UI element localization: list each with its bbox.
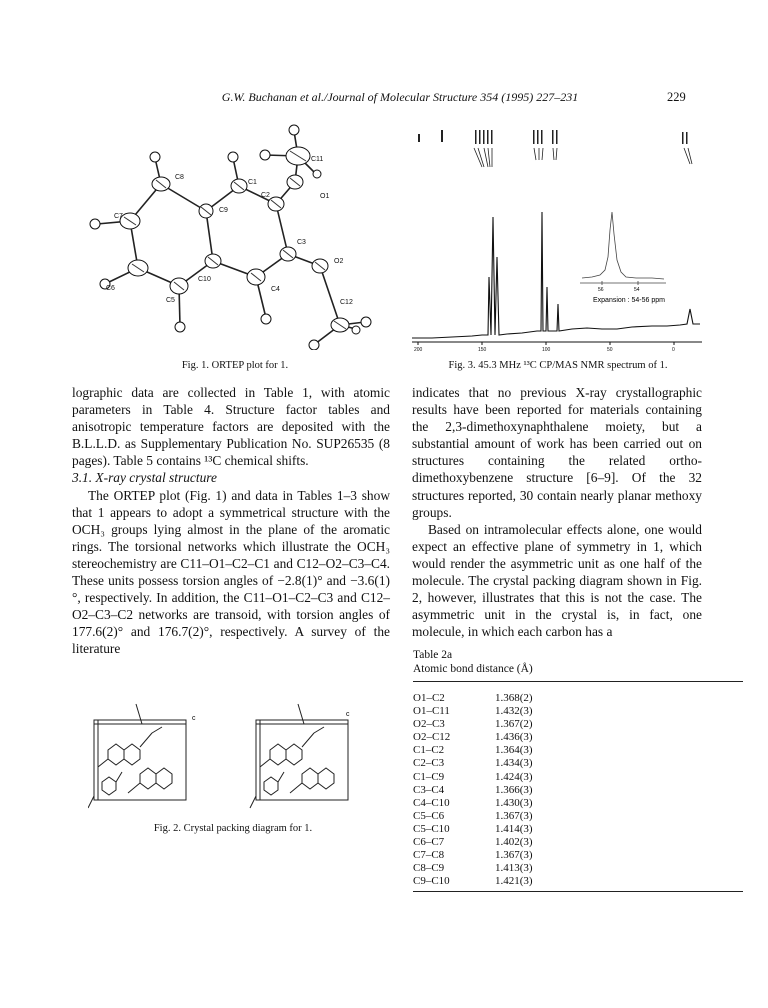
bond-label: C1–C2 bbox=[413, 744, 445, 757]
section-heading: 3.1. X-ray crystal structure bbox=[72, 470, 217, 486]
bond-distance: 1.402(3) bbox=[495, 836, 533, 849]
bond-label: C5–C6 bbox=[413, 809, 445, 822]
atom-label: C2 bbox=[261, 192, 270, 199]
bond-label: O1–C2 bbox=[413, 692, 445, 704]
table-row bbox=[413, 744, 743, 757]
table-row bbox=[413, 705, 743, 718]
bond-distance: 1.366(3) bbox=[495, 783, 533, 796]
atom-label: C5 bbox=[166, 297, 175, 304]
paragraph: Based on intramolecular effects alone, one would expect an effective plane of symmetry in 1, which would render the asymmetric unit as one half of the molecule. The crystal packing diagram shown in Fig. 2, however, illustrates that this is not the case. The asymmetric unit in the crystal is, in fact, one molecule, in which each carbon has a bbox=[412, 521, 702, 640]
atom-label: C8 bbox=[175, 174, 184, 181]
spectrum-trace bbox=[412, 212, 700, 338]
table-row bbox=[413, 810, 743, 823]
table-row bbox=[413, 757, 743, 770]
nmr-spectrum-drawing bbox=[412, 112, 704, 352]
table-row bbox=[413, 718, 743, 731]
table-row bbox=[413, 836, 743, 849]
figure-1-ortep bbox=[75, 118, 395, 350]
table-2a bbox=[413, 648, 743, 892]
bond-distance: 1.367(3) bbox=[495, 809, 533, 822]
bond-label: C1–C9 bbox=[413, 770, 445, 783]
bond-distance: 1.434(3) bbox=[495, 757, 533, 770]
axis-tick-label: 100 bbox=[542, 347, 551, 352]
axis-tick-label: 0 bbox=[672, 347, 675, 352]
table-title: Table 2a bbox=[413, 649, 453, 661]
bond-distance: 1.368(2) bbox=[495, 692, 533, 704]
figure-1-caption: Fig. 1. ORTEP plot for 1. bbox=[181, 360, 289, 371]
paragraph: lographic data are collected in Table 1, with atomic parameters in Table 4. Structure factor tables and anisotropic temperature factors are deposited with the B.L.L.D. as Supplementary Publication No. SUP26535 (8 pages). Table 5 contains ¹³C chemical shifts. bbox=[72, 385, 390, 469]
atom-label: C11 bbox=[311, 156, 324, 163]
table-row bbox=[413, 797, 743, 810]
bond-label: C9–C10 bbox=[413, 875, 450, 888]
axis-tick-label: 200 bbox=[414, 347, 423, 352]
table-row bbox=[413, 862, 743, 875]
atom-label: C9 bbox=[219, 207, 228, 214]
bond-label: C8–C9 bbox=[413, 862, 445, 875]
table-row bbox=[413, 849, 743, 862]
atom-label: O1 bbox=[320, 193, 330, 200]
packing-drawing bbox=[88, 702, 378, 812]
table-row bbox=[413, 731, 743, 744]
figure-3-nmr-spectrum bbox=[412, 112, 704, 352]
bond-distance: 1.414(3) bbox=[495, 822, 533, 835]
running-title: G.W. Buchanan et al./Journal of Molecular Structure 354 (1995) 227–231 bbox=[221, 90, 579, 104]
bond-distance: 1.436(3) bbox=[495, 731, 533, 744]
paragraph: The ORTEP plot (Fig. 1) and data in Tables 1–3 show that 1 appears to adopt a symmetrical structure with the OCH₃ groups lying almost in the plane of the aromatic rings. The torsional networks which illustrate the OCH₃ stereochemistry are C11–O1–C2–C1 and C12–O2–C3–C4. These units possess torsion angles of −2.8(1)° and −3.6(1)°, respectively. In addition, the C11–O1–C2–C3 and C12–O2–C3–C2 networks are transoid, with torsion angles of 177.6(2)° and 176.7(2)°, respectively. A survey of the literature bbox=[72, 487, 390, 657]
bond-label: C7–C8 bbox=[413, 849, 445, 862]
atom-label: C3 bbox=[297, 239, 306, 246]
bond-label: C5–C10 bbox=[413, 822, 450, 835]
table-row bbox=[413, 771, 743, 784]
bond-distance: 1.430(3) bbox=[495, 796, 533, 809]
figure-3-caption: Fig. 3. 45.3 MHz ¹³C CP/MAS NMR spectrum of 1. bbox=[448, 360, 668, 371]
table-row bbox=[413, 875, 743, 888]
bond-label: C6–C7 bbox=[413, 836, 445, 849]
right-text-column bbox=[412, 384, 702, 640]
bond-distance: 1.364(3) bbox=[495, 744, 533, 757]
bond-label: C3–C4 bbox=[413, 783, 445, 796]
bond-label: C2–C3 bbox=[413, 757, 445, 770]
paragraph: indicates that no previous X-ray crystallographic results have been reported for materials containing the 2,3-dimethoxynaphthalene moiety, but a substantial amount of work has been carried out on structures containing the related ortho-dimethoxybenzene structure [6–9]. Of the 32 structures reported, 30 contain nearly planar methoxy groups. bbox=[412, 385, 702, 520]
bond-label: O2–C3 bbox=[413, 718, 445, 731]
figure-2-caption: Fig. 2. Crystal packing diagram for 1. bbox=[153, 823, 313, 834]
axis-letter: c bbox=[192, 715, 196, 722]
inset-tick-label: 56 bbox=[598, 287, 604, 293]
bond-distance: 1.367(2) bbox=[495, 718, 533, 731]
bond-label: O2–C12 bbox=[413, 731, 451, 744]
atom-label: C6 bbox=[106, 285, 115, 292]
atom-label: C7 bbox=[114, 213, 123, 220]
figure-2-packing-diagram bbox=[88, 702, 378, 812]
table-row bbox=[413, 692, 743, 705]
expansion-label: Expansion : 54-56 ppm bbox=[593, 297, 665, 304]
left-text-column bbox=[72, 384, 390, 658]
atom-label: C4 bbox=[271, 286, 280, 293]
axis-letter: c bbox=[346, 711, 350, 718]
bond-distance: 1.413(3) bbox=[495, 862, 533, 875]
axis-tick-label: 50 bbox=[607, 347, 613, 352]
bond-distance: 1.432(3) bbox=[495, 705, 533, 718]
bond-distance: 1.424(3) bbox=[495, 770, 533, 783]
bond-distance: 1.421(3) bbox=[495, 875, 533, 888]
bond-label: C4–C10 bbox=[413, 796, 450, 809]
table-row bbox=[413, 784, 743, 797]
bond-label: O1–C11 bbox=[413, 705, 450, 718]
expansion-inset bbox=[580, 212, 666, 285]
table-subtitle: Atomic bond distance (Å) bbox=[413, 663, 533, 675]
bond-distance-table bbox=[413, 692, 743, 888]
bond-distance: 1.367(3) bbox=[495, 849, 533, 862]
ortep-drawing bbox=[75, 118, 395, 350]
axis-tick-label: 150 bbox=[478, 347, 487, 352]
table-row bbox=[413, 823, 743, 836]
atom-label: O2 bbox=[334, 258, 344, 265]
page-number: 229 bbox=[667, 90, 686, 104]
atom-label: C12 bbox=[340, 299, 353, 306]
atom-label: C10 bbox=[198, 276, 211, 283]
inset-tick-label: 54 bbox=[634, 287, 640, 293]
atom-label: C1 bbox=[248, 179, 257, 186]
